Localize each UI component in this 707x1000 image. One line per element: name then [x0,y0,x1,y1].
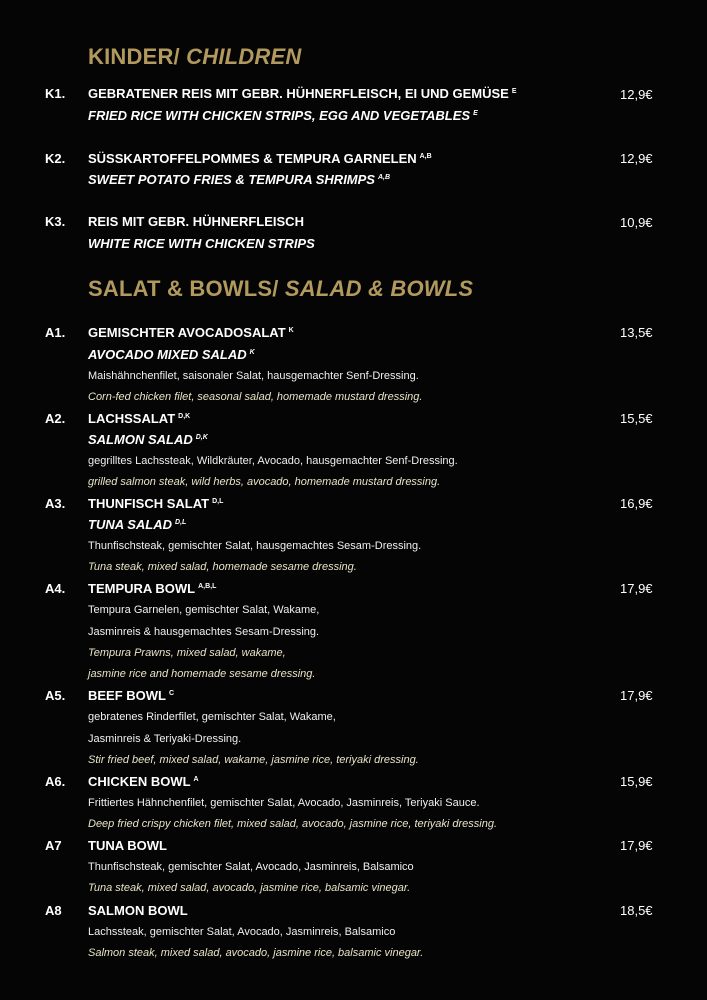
item-code: A7 [45,838,62,853]
item-code: A8 [45,903,62,918]
item-name-en: TUNA SALAD $^{D,L}$ [88,517,187,532]
item-code: A3. [45,496,66,511]
item-code: K2. [45,151,66,166]
item-description-en: Salmon steak, mixed salad, avocado, jasmine rice, balsamic vinegar. [88,947,424,959]
item-name-de: GEBRATENER REIS MIT GEBR. HÜHNERFLEISCH, EI UND GEMÜSE $^E$ [88,86,517,101]
item-price: 17,9€ [620,838,653,853]
item-name-de: GEMISCHTER AVOCADOSALAT $^K$ [88,325,294,340]
item-code: A1. [45,325,66,340]
item-description-en: Corn-fed chicken filet, seasonal salad, homemade mustard dressing. [88,391,423,403]
item-description-en: Tuna steak, mixed salad, avocado, jasmine rice, balsamic vinegar. [88,882,411,894]
item-price: 15,9€ [620,774,653,789]
item-description-de: Frittiertes Hähnchenfilet, gemischter Salat, Avocado, Jasminreis, Teriyaki Sauce. [88,797,480,809]
item-code: K3. [45,214,66,229]
item-description-de: Thunfischsteak, gemischter Salat, hausgemachtes Sesam-Dressing. [88,540,422,552]
item-description-en: Tempura Prawns, mixed salad, wakame, [88,647,286,659]
item-price: 17,9€ [620,581,653,596]
item-price: 12,9€ [620,151,653,166]
item-description-en: Stir fried beef, mixed salad, wakame, jasmine rice, teriyaki dressing. [88,754,419,766]
item-price: 10,9€ [620,215,653,230]
item-name-de: LACHSSALAT $^{D,K}$ [88,411,191,426]
item-description-en: Deep fried crispy chicken filet, mixed salad, avocado, jasmine rice, teriyaki dressing. [88,818,498,830]
item-code: K1. [45,86,66,101]
item-price: 15,5€ [620,411,653,426]
section-title-salad-bowls: SALAT & BOWLS/ SALAD & BOWLS [88,276,474,301]
item-name-de: THUNFISCH SALAT $^{D,L}$ [88,496,224,511]
item-name-de: TUNA BOWL [88,838,167,853]
item-description-en: grilled salmon steak, wild herbs, avocado, homemade mustard dressing. [88,476,441,488]
item-name-de: CHICKEN BOWL $^A$ [88,774,199,789]
item-name-en: SWEET POTATO FRIES & TEMPURA SHRIMPS $^{A,B}$ [88,172,391,187]
item-description-de: Lachssteak, gemischter Salat, Avocado, Jasminreis, Balsamico [88,926,396,938]
item-description-de: Jasminreis & Teriyaki-Dressing. [88,733,242,745]
item-code: A6. [45,774,66,789]
item-name-en: WHITE RICE WITH CHICKEN STRIPS [88,236,315,251]
item-name-en: SALMON SALAD $^{D,K}$ [88,432,208,447]
item-price: 18,5€ [620,903,653,918]
item-name-de: SÜSSKARTOFFELPOMMES & TEMPURA GARNELEN $^{A,B}$ [88,151,432,166]
item-name-de: BEEF BOWL $^C$ [88,688,175,703]
item-description-de: Tempura Garnelen, gemischter Salat, Wakame, [88,604,320,616]
item-description-de: gebratenes Rinderfilet, gemischter Salat, Wakame, [88,711,336,723]
item-description-de: Maishähnchenfilet, saisonaler Salat, hausgemachter Senf-Dressing. [88,370,419,382]
item-price: 17,9€ [620,688,653,703]
item-description-de: Thunfischsteak, gemischter Salat, Avocado, Jasminreis, Balsamico [88,861,414,873]
item-name-en: AVOCADO MIXED SALAD $^K$ [88,347,255,362]
item-code: A4. [45,581,66,596]
section-title-children: KINDER/ CHILDREN [88,44,302,69]
item-price: 16,9€ [620,496,653,511]
item-description-en: jasmine rice and homemade sesame dressing. [88,668,316,680]
item-code: A5. [45,688,66,703]
item-name-de: REIS MIT GEBR. HÜHNERFLEISCH [88,214,304,229]
item-description-de: gegrilltes Lachssteak, Wildkräuter, Avocado, hausgemachter Senf-Dressing. [88,455,458,467]
item-description-en: Tuna steak, mixed salad, homemade sesame dressing. [88,561,357,573]
item-name-en: FRIED RICE WITH CHICKEN STRIPS, EGG AND VEGETABLES $^E$ [88,108,478,123]
item-description-de: Jasminreis & hausgemachtes Sesam-Dressing. [88,626,320,638]
item-name-de: TEMPURA BOWL $^{A,B,L}$ [88,581,217,596]
item-price: 13,5€ [620,325,653,340]
item-price: 12,9€ [620,87,653,102]
item-code: A2. [45,411,66,426]
item-name-de: SALMON BOWL [88,903,188,918]
